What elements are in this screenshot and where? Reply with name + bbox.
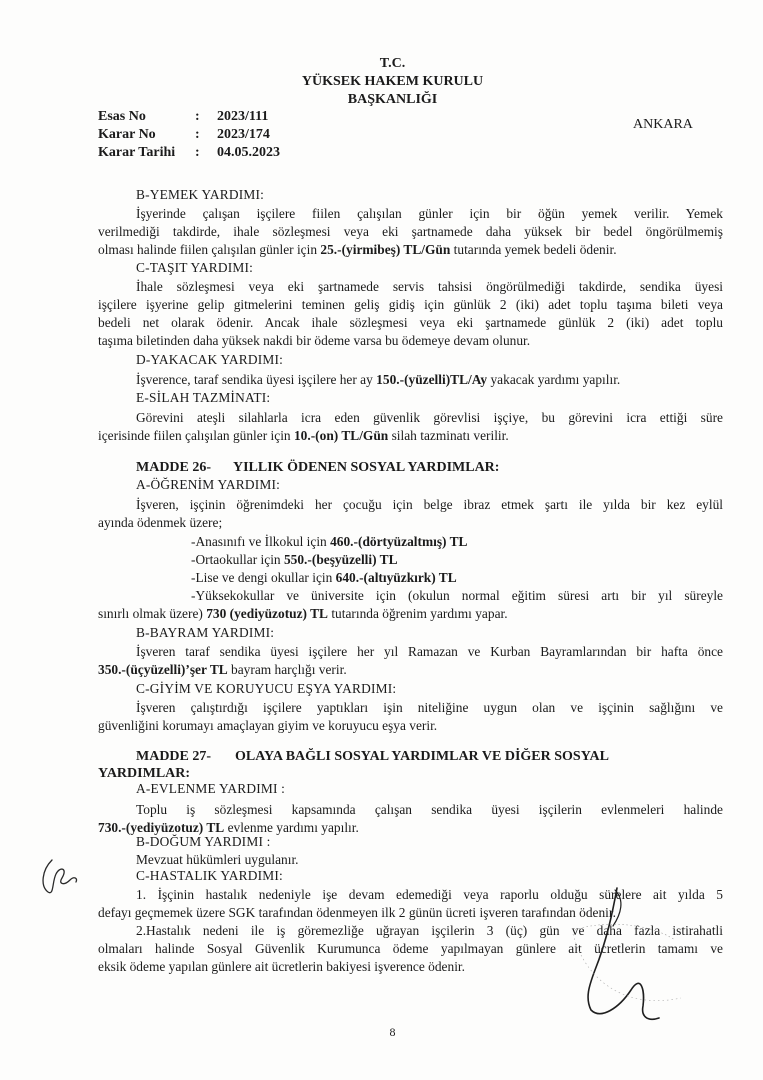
section-title-dogum: B-DOĞUM YARDIMI :: [136, 834, 271, 849]
header-presidency: BAŞKANLIĞI: [347, 92, 438, 107]
paragraph-line: 730.-(yediyüzotuz) TL evlenme yardımı yapılır.: [98, 820, 359, 835]
paragraph-line: İşveren, işçinin öğrenimdeki her çocuğu için belge ibraz etmek şartı ile yılda bir kez eylül: [136, 497, 723, 512]
meta-value-karar: 2023/174: [217, 127, 270, 142]
paragraph-line: Toplu iş sözleşmesi kapsamında çalışan sendika üyesi işçilerin evlenmeleri halinde: [136, 802, 723, 817]
section-title-evlenme: A-EVLENME YARDIMI :: [136, 781, 286, 796]
header-tc: T.C.: [379, 56, 406, 71]
header-city: ANKARA: [633, 117, 693, 132]
meta-sep-esas: :: [195, 109, 200, 124]
paragraph-line: eksik ödeme yapılan günlere ait ücretlerin bakiyesi işverence ödenir.: [98, 959, 465, 974]
article-27-number: MADDE 27-: [136, 749, 212, 764]
handwritten-initial: [38, 852, 82, 900]
evlenme-amount: 730.-(yediyüzotuz) TL: [98, 820, 225, 835]
article-27-title-cont: YARDIMLAR:: [98, 766, 191, 781]
article-27-title: OLAYA BAĞLI SOSYAL YARDIMLAR VE DİĞER SOSYAL: [235, 749, 609, 764]
yemek-amount: 25.-(yirmibeş) TL/Gün: [320, 242, 451, 257]
silah-amount: 10.-(on) TL/Gün: [293, 428, 389, 443]
meta-sep-karar: :: [195, 127, 200, 142]
section-title-giyim: C-GİYİM VE KORUYUCU EŞYA YARDIMI:: [136, 681, 397, 696]
list-item: -Lise ve dengi okullar için 640.-(altıyüzkırk) TL: [191, 570, 457, 585]
bayram-amount: 350.-(üçyüzelli)’şer TL: [98, 662, 228, 677]
paragraph-line: 2.Hastalık nedeni ile iş göremezliğe uğrayan işçilerin 3 (üç) gün ve daha fazla istirahatli: [136, 923, 723, 938]
paragraph-line: sınırlı olmak üzere) 730 (yediyüzotuz) TL tutarında öğrenim yardımı yapar.: [98, 606, 508, 621]
section-title-bayram: B-BAYRAM YARDIMI:: [136, 625, 275, 640]
meta-sep-tarih: :: [195, 145, 200, 160]
meta-value-esas: 2023/111: [217, 109, 269, 124]
yakacak-amount: 150.-(yüzelli)TL/Ay: [376, 372, 488, 387]
paragraph-line: olmaları halinde Sosyal Güvenlik Kurumunca ödeme yapılmayan günlere ait ücretlerin tamamı ve: [98, 941, 723, 956]
paragraph-line: İşverence, taraf sendika üyesi işçilere her ay 150.-(yüzelli)TL/Ay yakacak yardımı yapılır.: [136, 372, 621, 387]
paragraph-line: ayında ödenmek üzere;: [98, 515, 223, 530]
paragraph-line: taşıma biletinden daha yüksek nakdi bir ödeme varsa bu ödemeye devam olunur.: [98, 333, 531, 348]
paragraph-line: işçilere işyerine gelip gitmelerini teminen geliş gidiş için günlük 2 (iki) adet toplu taşıma bileti veya: [98, 297, 723, 312]
list-item: -Ortaokullar için 550.-(beşyüzelli) TL: [191, 552, 398, 567]
header-institution: YÜKSEK HAKEM KURULU: [301, 74, 484, 89]
section-title-silah: E-SİLAH TAZMİNATI:: [136, 390, 271, 405]
paragraph-line: İhale sözleşmesi veya eki şartnamede servis tahsisi öngörülmediği takdirde, sendika üyesi: [136, 279, 723, 294]
page-number: 8: [389, 1025, 396, 1039]
list-item: -Anasınıfı ve İlkokul için 460.-(dörtyüzaltmış) TL: [191, 534, 468, 549]
list-item: -Yüksekokullar ve üniversite için (okulun normal eğitim süresi artı bir yıl süreyle: [191, 588, 723, 603]
university-amount: 730 (yediyüzotuz) TL: [206, 606, 328, 621]
meta-label-esas: Esas No: [98, 109, 146, 124]
article-26-title: YILLIK ÖDENEN SOSYAL YARDIMLAR:: [233, 460, 500, 475]
paragraph-line: Görevini ateşli silahlarla icra eden güvenlik görevlisi işçiye, bu görevini icra ettiği süre: [136, 410, 723, 425]
paragraph-line: içerisinde fiilen çalışılan günler için 10.-(on) TL/Gün silah tazminatı verilir.: [98, 428, 509, 443]
meta-value-tarih: 04.05.2023: [217, 145, 280, 160]
section-title-yemek: B-YEMEK YARDIMI:: [136, 187, 265, 202]
paragraph-line: bedeli net olarak ödenir. Ancak ihale sözleşmesi veya eki şartnamede günlük 2 (iki) adet toplu: [98, 315, 723, 330]
paragraph-line: verilmediği takdirde, ihale sözleşmesi veya eki şartnamede daha yüksek bir bedel öngörülmemiş: [98, 224, 723, 239]
section-title-tasit: C-TAŞIT YARDIMI:: [136, 260, 254, 275]
paragraph-line: İşveren çalıştırdığı işçilere yaptıkları işin niteliğine uygun olan ve işçinin sağlığını ve: [136, 700, 723, 715]
paragraph-line: defayı geçmemek üzere SGK tarafından ödenmeyen ilk 2 günün ücreti işveren tarafından ödenir.: [98, 905, 616, 920]
paragraph-line: güvenliğini korumayı amaçlayan giyim ve koruyucu eşya verir.: [98, 718, 438, 733]
paragraph-line: İşyerinde çalışan işçilere fiilen çalışılan günler için bir öğün yemek verilir. Yemek: [136, 206, 723, 221]
meta-label-karar: Karar No: [98, 127, 156, 142]
paragraph-line: İşveren taraf sendika üyesi işçilere her yıl Ramazan ve Kurban Bayramlarından bir hafta önce: [136, 644, 723, 659]
section-title-ogrenim: A-ÖĞRENİM YARDIMI:: [136, 477, 281, 492]
handwritten-signature: [555, 870, 695, 1030]
meta-label-tarih: Karar Tarihi: [98, 145, 176, 160]
paragraph-line: olması halinde fiilen çalışılan günler için 25.-(yirmibeş) TL/Gün tutarında yemek bedeli ödenir.: [98, 242, 617, 257]
paragraph-line: 1. İşçinin hastalık nedeniyle işe devam edemediği veya raporlu olduğu sürelere ait yılda 5: [136, 887, 723, 902]
section-title-yakacak: D-YAKACAK YARDIMI:: [136, 352, 284, 367]
section-title-hastalik: C-HASTALIK YARDIMI:: [136, 868, 283, 883]
paragraph-line: 350.-(üçyüzelli)’şer TL bayram harçlığı verir.: [98, 662, 347, 677]
article-26-number: MADDE 26-: [136, 460, 212, 475]
paragraph-line: Mevzuat hükümleri uygulanır.: [136, 852, 299, 867]
